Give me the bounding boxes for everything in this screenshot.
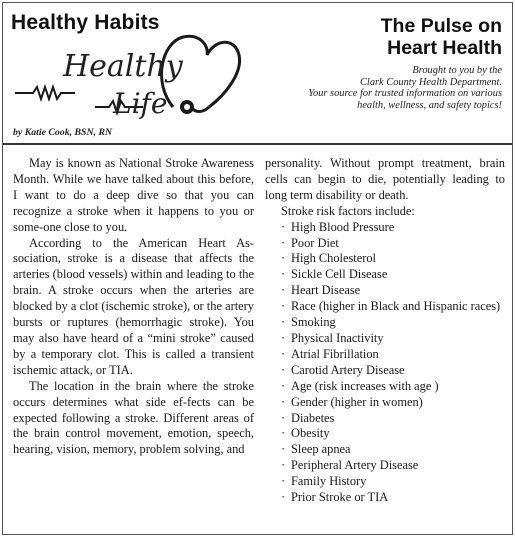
bullet: · [281,315,286,330]
list-item-text: High Cholesterol [291,251,377,266]
list-item [265,474,505,490]
section-divider [3,143,512,145]
list-item [265,395,505,411]
list-item [265,331,505,347]
list-item [265,283,505,299]
tagline-line: health, wellness, and safety topics! [357,99,502,111]
list-item-text: Race (higher in Black and Hispanic races) [291,299,501,314]
list-item-text: Heart Disease [291,283,361,298]
article-paragraph-continued: personality. Without prompt treatment, brain cells can begin to die, potentially leading to long term disability or death. [265,156,505,202]
tagline-line: Your source for trusted information on various [308,88,502,100]
column-title-line-2: Heart Health [387,37,502,59]
list-item [265,347,505,363]
list-item [265,379,505,395]
masthead [3,3,512,138]
list-item-text: Gender (higher in women) [291,394,423,409]
masthead-tagline [232,65,502,111]
tagline-line: Clark County Health Department. [360,76,502,88]
list-item [265,411,505,427]
list-item [265,426,505,442]
list-item [265,490,505,506]
ecg-wave-icon [15,87,75,99]
list-item-text: Diabetes [291,410,335,425]
article-paragraph: May is known as National Stroke Awareness Month. While we have talked about this before, I want to do a deep dive so that you can recognize a stroke when it happens to you or some-one close to you. [13,156,254,234]
list-item-text: Sickle Cell Disease [291,267,388,282]
column-title-line-1: The Pulse on [380,15,502,37]
risk-factors-list [265,220,505,506]
list-item-text: Peripheral Artery Disease [291,458,419,473]
list-item-text: Family History [291,474,367,489]
list-item [265,315,505,331]
list-item-text: Atrial Fibrillation [291,346,379,361]
article-column-left [13,156,254,458]
list-item-text: High Blood Pressure [291,219,395,234]
list-item-text: Age (risk increases with age ) [291,378,439,393]
byline: by Katie Cook, BSN, RN [13,127,113,138]
list-item-text: Smoking [291,315,336,330]
bullet: · [281,362,286,377]
bullet: · [281,426,286,441]
newsletter-page [2,2,513,535]
list-item-text: Carotid Artery Disease [291,362,405,377]
article-column-right [265,156,505,506]
bullet: · [281,474,286,489]
bullet: · [281,330,286,345]
risk-factors-heading: Stroke risk factors include: [281,203,415,218]
list-item-text: Poor Diet [291,235,339,250]
list-item-text: Prior Stroke or TIA [291,490,389,505]
list-item-text: Obesity [291,426,330,441]
list-item [265,267,505,283]
bullet: · [281,394,286,409]
list-item-text: Physical Inactivity [291,330,384,345]
list-item [265,251,505,267]
bullet: · [281,490,286,505]
brand-script-life: Life [113,87,168,120]
bullet: · [281,251,286,266]
tagline-line: Brought to you by the [412,65,502,76]
bullet: · [281,219,286,234]
bullet: · [281,458,286,473]
bullet: · [281,410,286,425]
list-item [265,236,505,252]
list-item [265,442,505,458]
article-paragraph: According to the American Heart As-sociation, stroke is a disease that affects the arteries (blood vessels) within and leading to the brain. A stroke occurs when the arteries are blocked by a clot (ischemic stroke), or the artery bursts or ruptures (hemorrhagic stroke). You may also have heard of a “mini stroke” caused by a temporary clot. This is called a transient ischemic attack, or TIA. [13,235,254,377]
column-title [332,15,502,59]
list-item [265,220,505,236]
brand-title: Healthy Habits [11,11,160,34]
bullet: · [281,442,286,457]
list-item-text: Sleep apnea [291,442,351,457]
bullet: · [281,235,286,250]
bullet: · [281,267,286,282]
brand-script-healthy: Healthy [63,49,183,84]
list-item [265,299,505,315]
bullet: · [281,299,286,314]
bullet: · [281,346,286,361]
bullet: · [281,283,286,298]
article-paragraph: The location in the brain where the stroke occurs determines what side ef-fects can be expected following a stroke. Different areas of the brain control movement, emotion, speech, hearing, vision, memory, problem solving, and [13,378,254,457]
list-item [265,363,505,379]
list-item [265,458,505,474]
bullet: · [281,378,286,393]
